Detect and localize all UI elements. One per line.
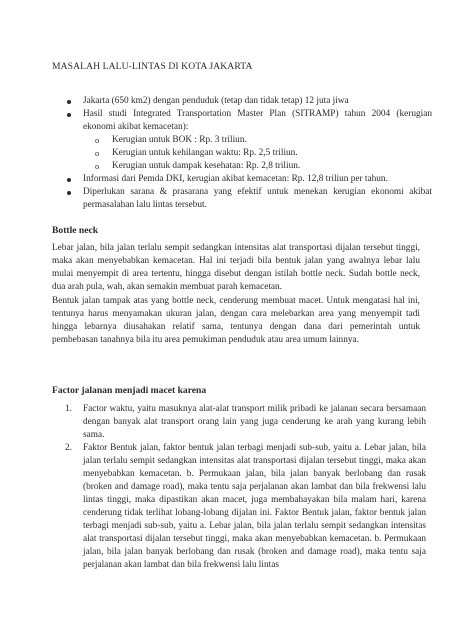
sub-bullet-list [83, 134, 432, 173]
item-text: Faktor Bentuk jalan, faktor bentuk jalan terbagi menjadi sub-sub, yaitu a. Lebar jalan, bila jalan terlalu sempit sedangkan intensitas alat transportasi dijalan tersebut tinggi, maka akan menyebabkan kemacetan. b. Permukaan jalan, bila jalan banyak berlobang dan rusak (broken and damage road), maka tentu saja perjalanan akan lambat dan bila frekwensi lalu lintas tinggi, maka dipastikan akan macet, juga membahayakan bila malam hari, karena cenderung tidak terlihat lobang-lobang dijalan ini. Faktor Bentuk jalan, faktor bentuk jalan terbagi menjadi sub-sub, yaitu a. Lebar jalan, bila jalan terlalu sempit sedangkan intensitas alat transportasi dijalan tersebut tinggi, maka akan menyebabkan kemacetan. b. Permukaan jalan, bila jalan banyak berlobang dan rusak (broken and damage road), maka tentu saja perjalanan akan lambat dan bila frekwensi lalu lintas [83, 443, 426, 570]
factor-item [52, 442, 426, 572]
section-heading-bottle-neck: Bottle neck [52, 225, 99, 236]
document-title: MASALAH LALU-LINTAS DI KOTA JAKARTA [52, 61, 253, 72]
info-bullet-list [52, 95, 432, 212]
bullet-text: Diperlukan sarana & prasarana yang efektif untuk menekan kerugian ekonomi akibat permasalahan lalu lintas tersebut. [83, 187, 432, 210]
factor-list [52, 403, 426, 572]
factor-item [52, 403, 426, 442]
sub-bullet-item: o Kerugian untuk BOK : Rp. 3 triliun. [83, 134, 432, 147]
bullet-text: Jakarta (650 km2) dengan penduduk (tetap dan tidak tetap) 12 juta jiwa [83, 96, 349, 106]
paragraph: Lebar jalan, bila jalan terlalu sempit sedangkan intensitas alat transportasi dijalan tersebut tinggi, maka akan menyebabkan kemacetan. Hal ini terjadi bila bentuk jalan yang awalnya lebar lalu mulai menyempit di area tertentu, hingga disebut dengan istilah bottle neck. Sudah bottle neck, dua arah pula, wah, akan semakin membuat parah kemacetan. [52, 243, 420, 292]
bullet-item [52, 186, 432, 212]
bullet-text: Informasi dari Pemda DKI, kerugian akibat kemacetan: Rp. 12,8 triliun per tahun. [83, 174, 388, 184]
item-number: 2. [65, 443, 72, 453]
bullet-item [52, 95, 432, 108]
sub-bullet-item: o Kerugian untuk dampak kesehatan: Rp. 2,8 triliun. [83, 160, 432, 173]
item-number: 1. [65, 404, 72, 414]
paragraph: Bentuk jalan tampak atas yang bottle neck, cenderung membuat macet. Untuk mengatasi hal ini, tentunya harus menyamakan ukuran jalan, dengan cara melebarkan area yang menyempit tadi hingga lebarnya diusahakan relatif sama, tentunya dengan dana dari pemerintah untuk pembebasan tanahnya bila itu area pemukiman penduduk atau area umum lainnya. [52, 296, 420, 345]
sub-bullet-item: o Kerugian untuk kehilangan waktu: Rp. 2,5 triliun. [83, 147, 432, 160]
bullet-item [52, 173, 432, 186]
bullet-text: Hasil studi Integrated Transportation Master Plan (SITRAMP) tahun 2004 (kerugian ekonomi akibat kemacetan): [83, 109, 432, 132]
item-text: Factor waktu, yaitu masuknya alat-alat transport milik pribadi ke jalanan secara bersamaan dengan banyak alat transport orang lain yang juga cenderung ke arah yang kurang lebih sama. [83, 404, 426, 440]
bullet-item [52, 108, 432, 173]
section-heading-factors: Factor jalanan menjadi macet karena [52, 385, 207, 396]
